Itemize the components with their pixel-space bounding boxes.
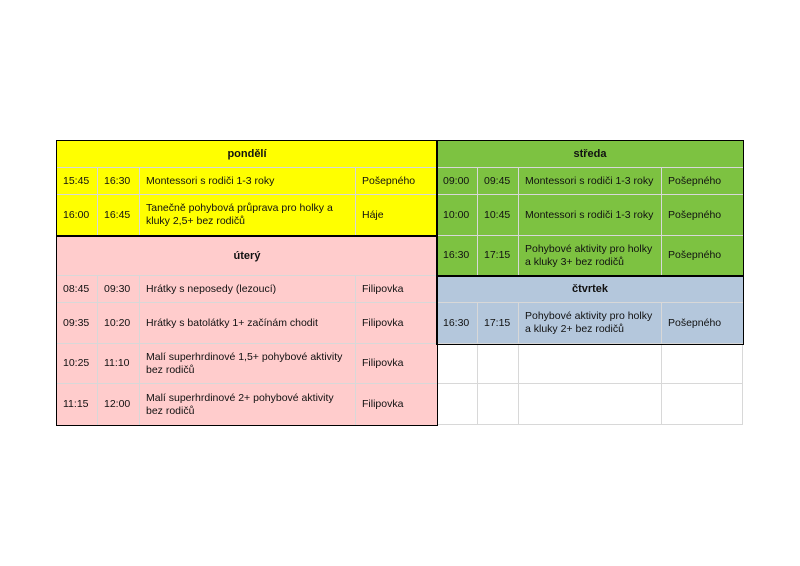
empty-cell (662, 384, 743, 425)
table-row-place: Pošepného (356, 168, 437, 195)
table-row-activity: Montessori s rodiči 1-3 roky (519, 195, 662, 236)
table-row-place: Filipovka (356, 344, 437, 384)
empty-cell (519, 344, 662, 384)
table-row-activity: Malí superhrdinové 1,5+ pohybové aktivity bez rodičů (140, 344, 356, 384)
table-row-activity: Montessori s rodiči 1-3 roky (140, 168, 356, 195)
table-row-start: 10:25 (57, 344, 98, 384)
table-row-place: Pošepného (662, 303, 743, 344)
table-row-end: 11:10 (98, 344, 140, 384)
empty-cell (437, 344, 478, 384)
table-row-end: 17:15 (478, 236, 519, 276)
empty-cell (662, 344, 743, 384)
table-row-place: Filipovka (356, 303, 437, 344)
table-row-activity: Hrátky s neposedy (lezoucí) (140, 276, 356, 303)
table-row-end: 09:45 (478, 168, 519, 195)
table-row-start: 15:45 (57, 168, 98, 195)
table-row-end: 16:45 (98, 195, 140, 236)
table-row-end: 16:30 (98, 168, 140, 195)
table-row-activity: Pohybové aktivity pro holky a kluky 2+ bez rodičů (519, 303, 662, 344)
empty-cell (437, 384, 478, 425)
table-row-start: 09:35 (57, 303, 98, 344)
table-row-end: 12:00 (98, 384, 140, 425)
table-row-place: Pošepného (662, 236, 743, 276)
empty-cell (478, 384, 519, 425)
table-row-start: 11:15 (57, 384, 98, 425)
table-row-start: 16:30 (437, 303, 478, 344)
table-row-start: 16:30 (437, 236, 478, 276)
day-header-monday: pondělí (57, 141, 437, 168)
table-row-place: Filipovka (362, 398, 404, 410)
day-header-tuesday: úterý (57, 236, 437, 276)
empty-cell (519, 384, 662, 425)
table-row-start: 16:00 (57, 195, 98, 236)
table-row-activity: Pohybové aktivity pro holky a kluky 3+ bez rodičů (519, 236, 662, 276)
table-row-activity: Tanečně pohybová průprava pro holky a kluky 2,5+ bez rodičů (140, 195, 356, 236)
table-row-end: 10:20 (98, 303, 140, 344)
table-row-place: Pošepného (662, 195, 743, 236)
day-header-wednesday: středa (437, 141, 743, 168)
table-row-start: 09:00 (437, 168, 478, 195)
day-header-thursday: čtvrtek (437, 276, 743, 303)
table-row-place: Filipovka (356, 276, 437, 303)
table-row-activity: Malí superhrdinové 2+ pohybové aktivity bez rodičů (140, 384, 356, 425)
table-row-activity: Hrátky s batolátky 1+ začínám chodit (140, 303, 356, 344)
table-row-end: 17:15 (478, 303, 519, 344)
table-row-end: 10:45 (478, 195, 519, 236)
empty-cell (478, 344, 519, 384)
table-row-end: 09:30 (98, 276, 140, 303)
table-row-place: Pošepného (662, 168, 743, 195)
table-row-activity: Montessori s rodiči 1-3 roky (519, 168, 662, 195)
table-row-start: 10:00 (437, 195, 478, 236)
table-row-place: Háje (356, 195, 437, 236)
table-row-start: 08:45 (57, 276, 98, 303)
